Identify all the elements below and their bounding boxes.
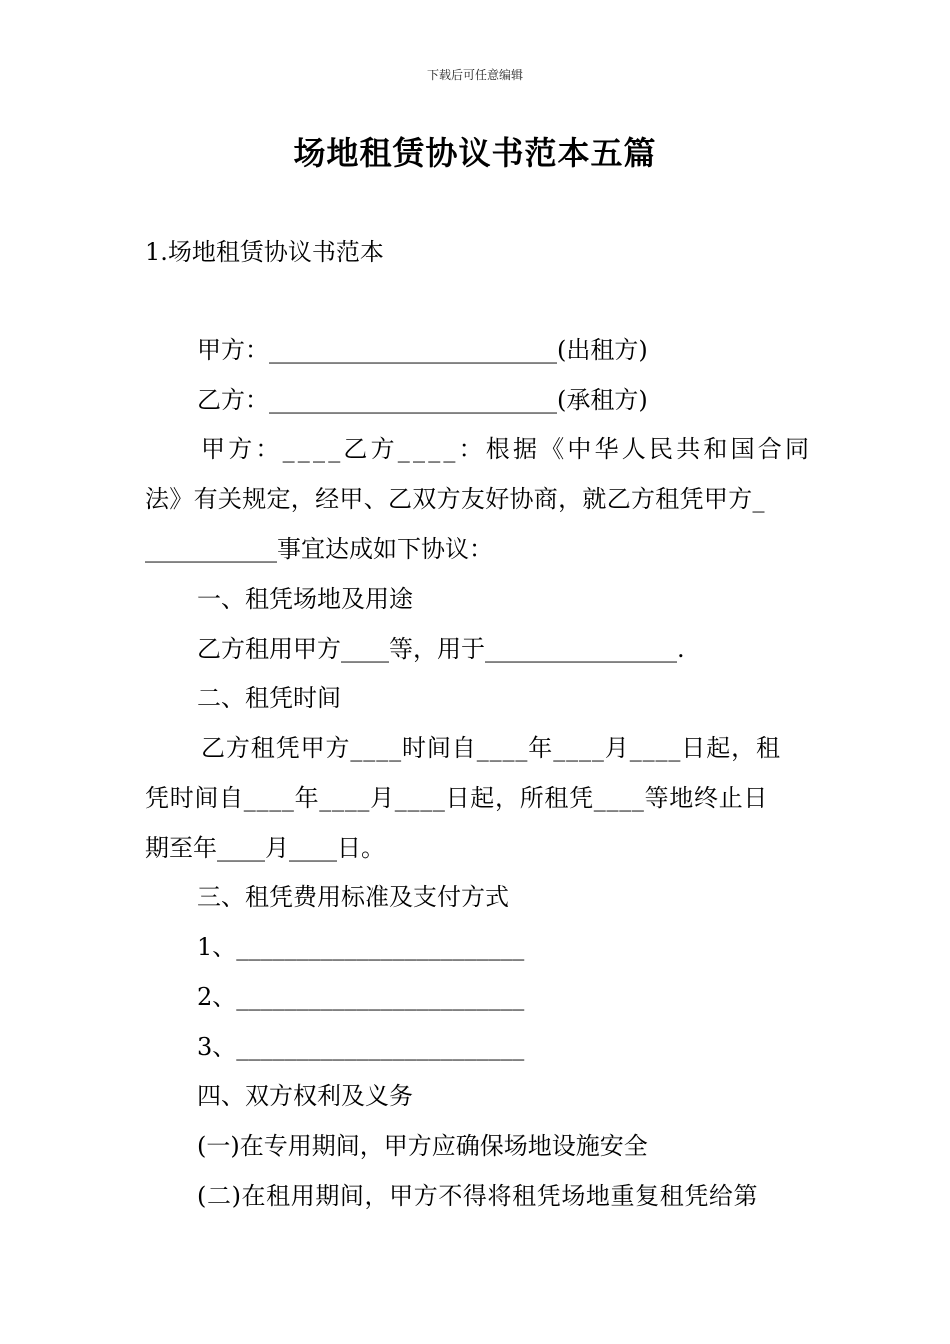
document-title: 场地租赁协议书范本五篇 [293, 134, 657, 172]
clause-heading: 一、租凭场地及用途 [197, 585, 413, 613]
body-paragraph-line: 乙方租用甲方____等，用于________________. [197, 635, 685, 663]
party-b-line: 乙方：________________________(承租方) [197, 386, 648, 414]
body-paragraph-line: 凭时间自____年____月____日起，所租凭____等地终止日 [145, 784, 769, 812]
body-paragraph-line: (一)在专用期间，甲方应确保场地设施安全 [197, 1132, 648, 1160]
numbered-blank-line: 1、________________________ [197, 933, 525, 961]
body-paragraph-line: 法》有关规定，经甲、乙双方友好协商，就乙方租凭甲方_ [145, 485, 765, 513]
clause-heading: 四、双方权利及义务 [197, 1082, 413, 1110]
party-a-line: 甲方：________________________(出租方) [197, 336, 648, 364]
numbered-blank-line: 3、________________________ [197, 1033, 525, 1061]
header-note: 下载后可任意编辑 [426, 68, 523, 82]
body-paragraph-line: 甲方：____乙方____：根据《中华人民共和国合同 [201, 435, 813, 463]
body-paragraph-line: 乙方租凭甲方____时间自____年____月____日起，租 [201, 734, 781, 762]
body-paragraph-line: ___________事宜达成如下协议： [145, 535, 493, 563]
body-paragraph-line: 期至年____月____日。 [145, 834, 385, 862]
clause-heading: 二、租凭时间 [197, 684, 341, 712]
numbered-blank-line: 2、________________________ [197, 983, 525, 1011]
section-heading: 1.场地租赁协议书范本 [145, 238, 384, 266]
clause-heading: 三、租凭费用标准及支付方式 [197, 883, 509, 911]
body-paragraph-line: (二)在租用期间，甲方不得将租凭场地重复租凭给第 [197, 1182, 759, 1210]
